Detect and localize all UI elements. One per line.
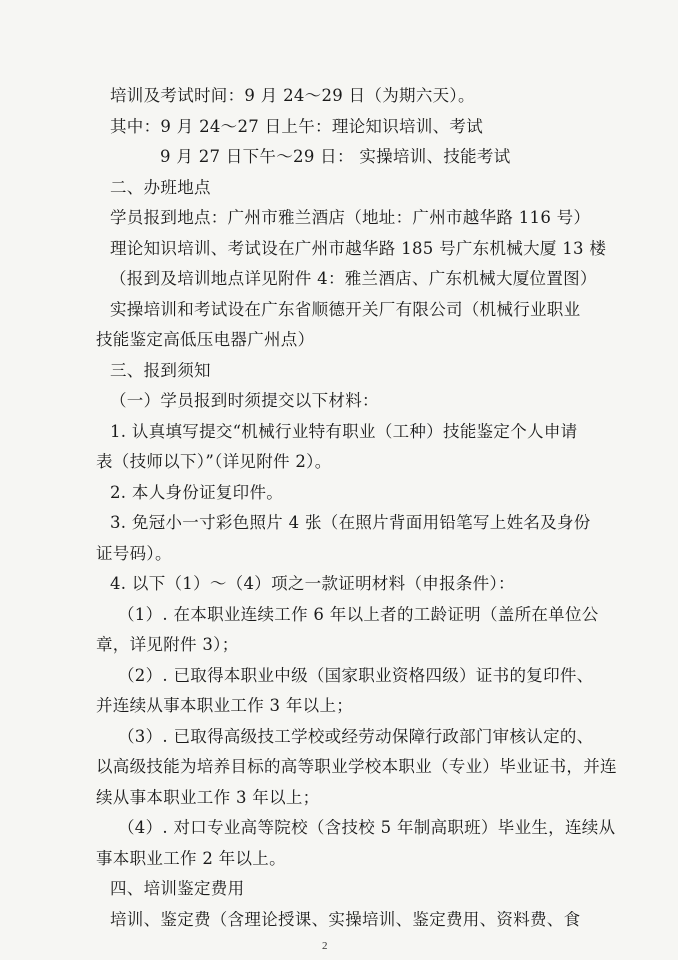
- item-1-cont: 表（技师以下）”（详见附件 2）。: [96, 452, 332, 471]
- item-3-cont: 证号码）。: [96, 544, 172, 563]
- condition-4-cont: 事本职业工作 2 年以上。: [96, 849, 286, 868]
- condition-3: （3）. 已取得高级技工学校或经劳动保障行政部门审核认定的、: [118, 727, 594, 746]
- registration-location: 学员报到地点：广州市雅兰酒店（地址：广州市越华路 116 号）: [110, 208, 591, 227]
- item-1: 1. 认真填写提交“机械行业特有职业（工种）技能鉴定个人申请: [110, 422, 578, 441]
- item-4: 4. 以下（1）～（4）项之一款证明材料（申报条件）：: [110, 574, 515, 593]
- materials-heading: （一）学员报到时须提交以下材料：: [110, 391, 379, 410]
- condition-4: （4）. 对口专业高等院校（含技校 5 年制高职班）毕业生，连续从: [118, 818, 616, 837]
- condition-2: （2）. 已取得本职业中级（国家职业资格四级）证书的复印件、: [118, 666, 594, 685]
- schedule-practice: 9 月 27 日下午～29 日： 实操培训、技能考试: [160, 147, 511, 166]
- page-number: 2: [322, 940, 328, 952]
- section-heading-fees: 四、培训鉴定费用: [110, 879, 245, 898]
- condition-2-cont: 并连续从事本职业工作 3 年以上；: [96, 696, 354, 715]
- schedule-theory: 其中：9 月 24～27 日上午：理论知识培训、考试: [110, 117, 484, 136]
- practice-venue: 实操培训和考试设在广东省顺德开关厂有限公司（机械行业职业: [110, 300, 581, 319]
- item-2: 2. 本人身份证复印件。: [110, 483, 284, 502]
- condition-1: （1）. 在本职业连续工作 6 年以上者的工龄证明（盖所在单位公: [118, 605, 599, 624]
- practice-venue-cont: 技能鉴定高低压电器广州点）: [96, 330, 315, 349]
- section-heading-venue: 二、办班地点: [110, 178, 211, 197]
- condition-1-cont: 章，详见附件 3）；: [96, 635, 239, 654]
- fees-text: 培训、鉴定费（含理论授课、实操培训、鉴定费用、资料费、食: [110, 910, 581, 929]
- condition-3-cont2: 续从事本职业工作 3 年以上；: [96, 788, 320, 807]
- theory-venue: 理论知识培训、考试设在广州市越华路 185 号广东机械大厦 13 楼: [110, 239, 607, 258]
- venue-map-note: （报到及培训地点详见附件 4：雅兰酒店、广东机械大厦位置图）: [110, 269, 597, 288]
- training-exam-time: 培训及考试时间：9 月 24～29 日（为期六天）。: [110, 86, 475, 105]
- item-3: 3. 免冠小一寸彩色照片 4 张（在照片背面用铅笔写上姓名及身份: [110, 513, 591, 532]
- section-heading-registration: 三、报到须知: [110, 361, 211, 380]
- condition-3-cont: 以高级技能为培养目标的高等职业学校本职业（专业）毕业证书，并连: [96, 757, 617, 776]
